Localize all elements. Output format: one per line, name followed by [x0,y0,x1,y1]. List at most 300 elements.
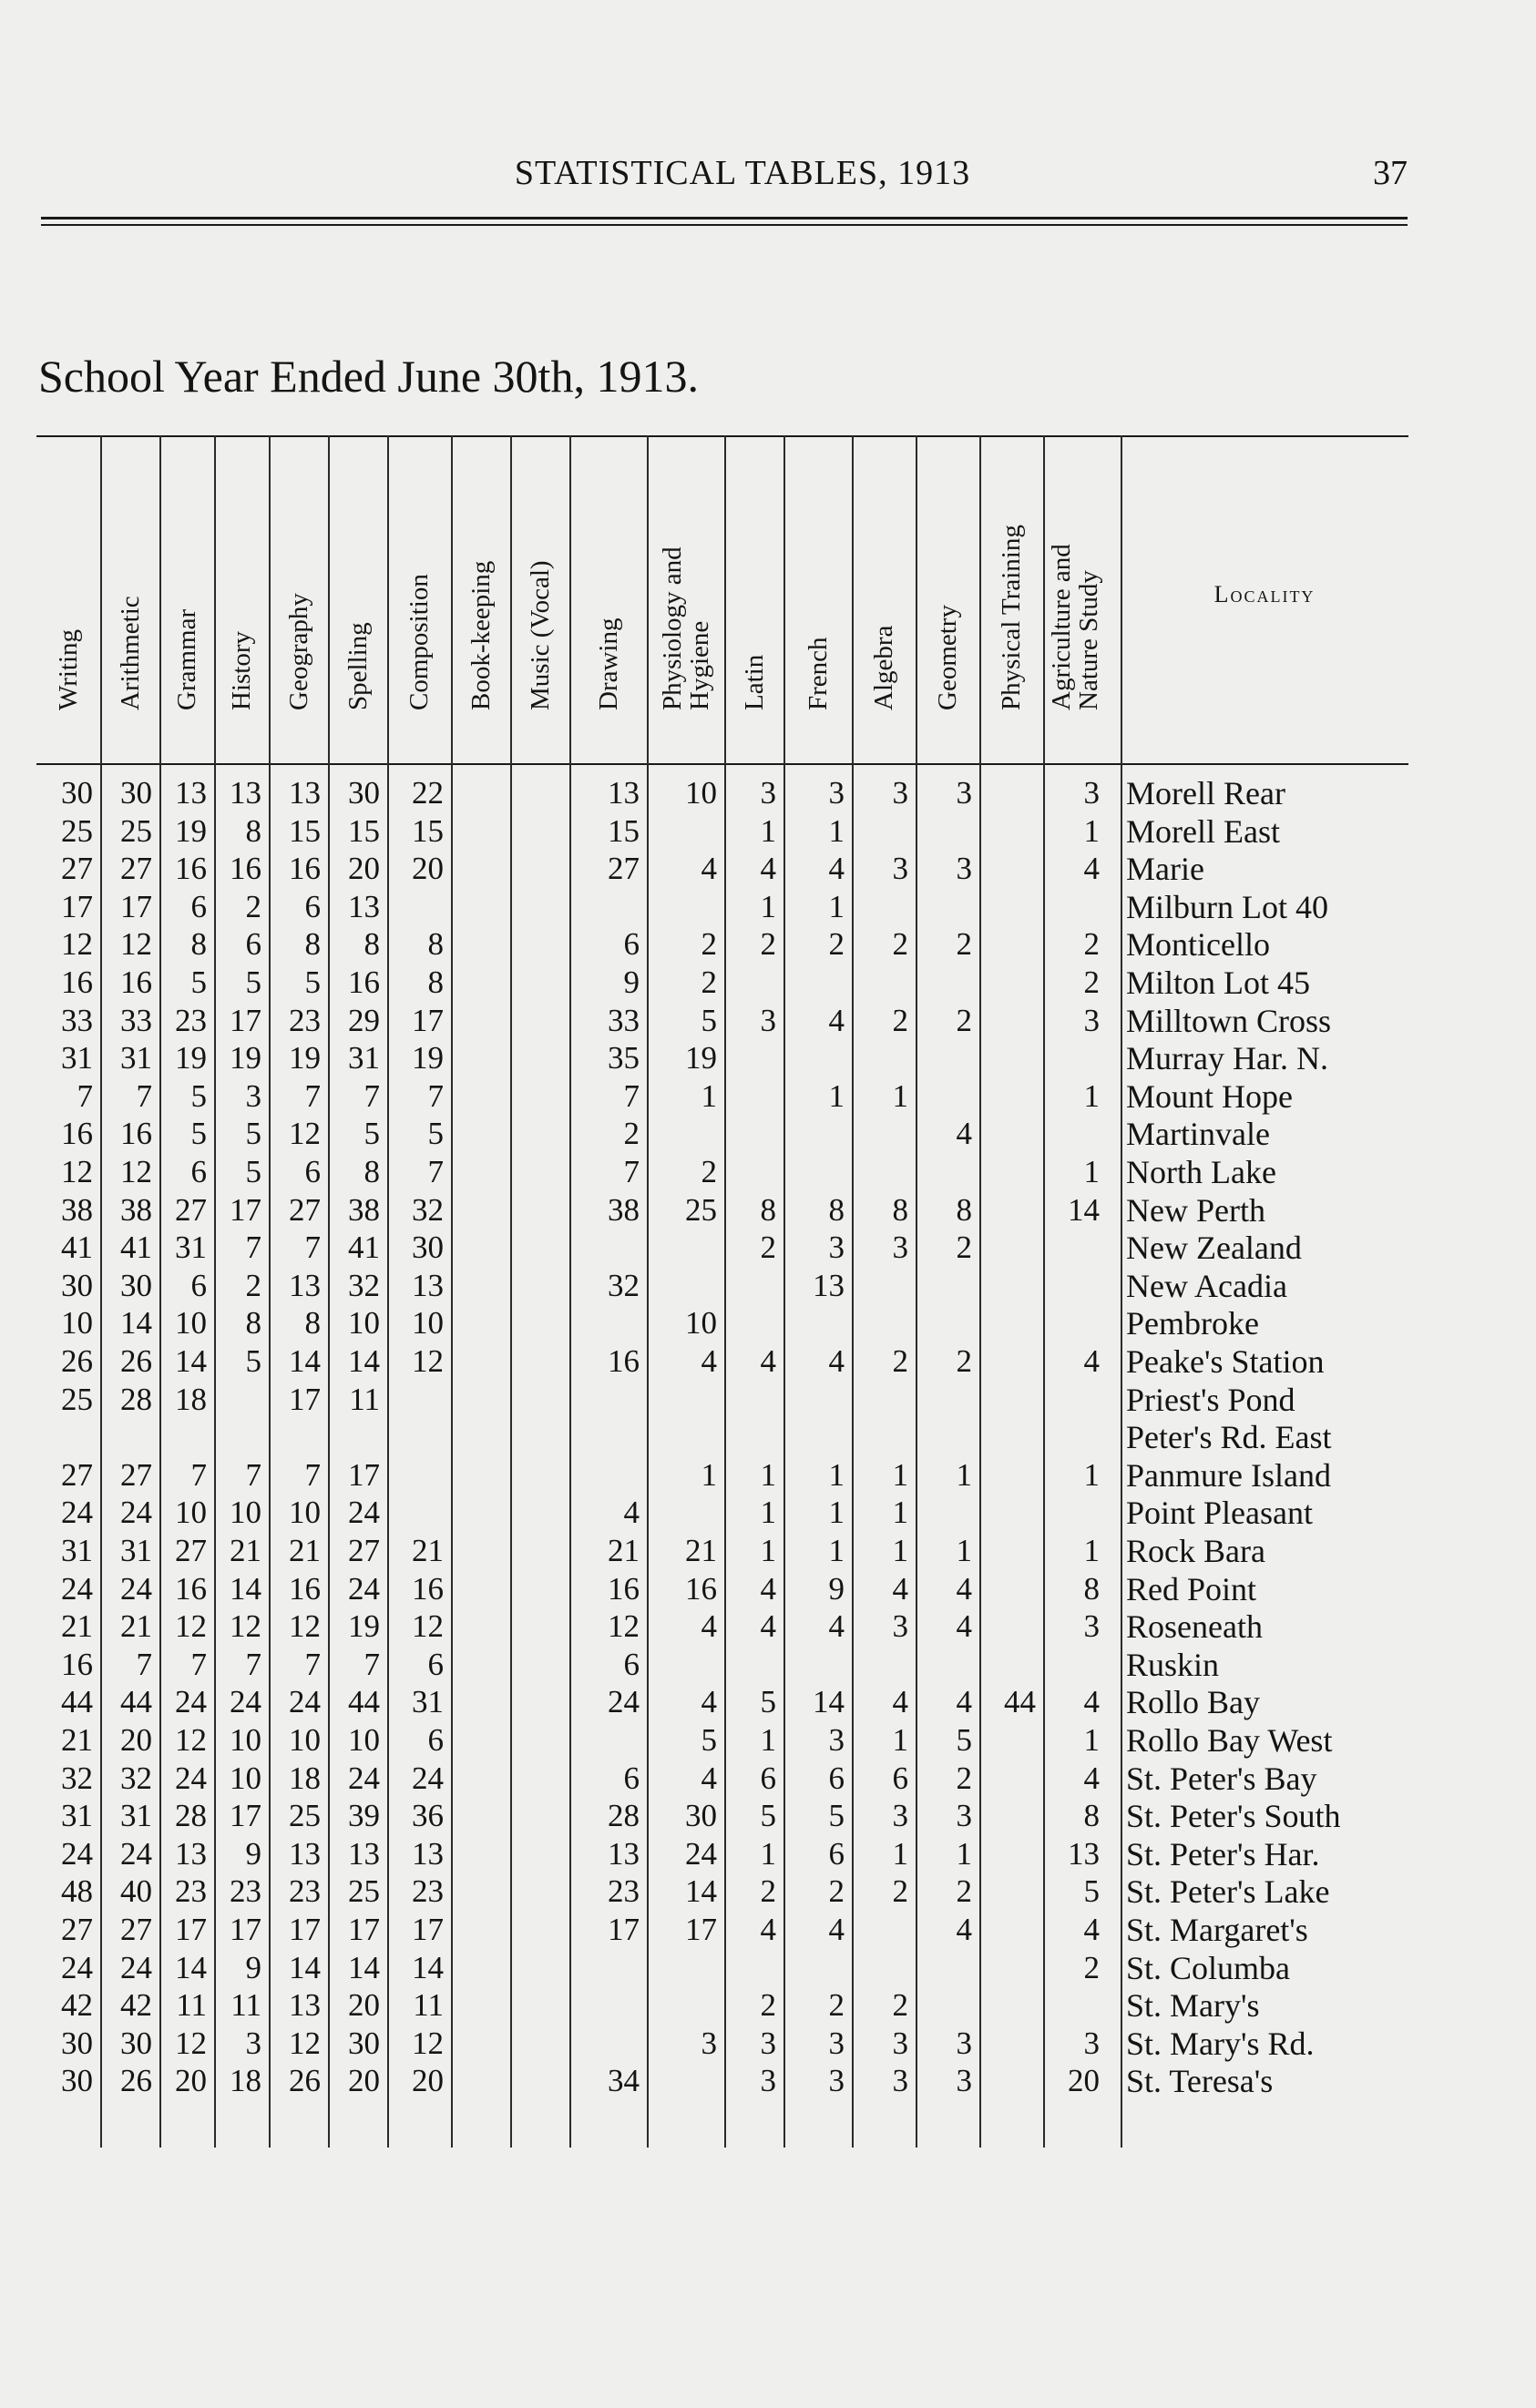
cell-locality: Pembroke [1126,1305,1259,1342]
cell-writing: 24 [61,1570,93,1607]
cell-locality: St. Mary's [1126,1987,1260,2025]
cell-writing: 44 [61,1684,93,1720]
cell-physiology [647,2062,717,2100]
cell-locality: Point Pleasant [1126,1495,1313,1532]
cell-composition [387,1456,444,1495]
cell-french: 4 [828,1343,845,1379]
cell-algebra: 2 [892,1873,908,1910]
cell-writing: 21 [61,1722,93,1758]
cell-writing: 30 [61,1267,93,1303]
cell-geography: 16 [289,851,321,887]
cell-spelling: 10 [348,1722,380,1758]
cell-geography: 21 [289,1533,321,1568]
cell-geometry: 1 [956,1533,972,1568]
cell-algebra [852,1646,908,1684]
cell-french: 3 [828,2063,845,2099]
cell-physiology: 25 [685,1191,717,1228]
cell-algebra: 3 [892,1798,908,1834]
cell-latin: 4 [760,1912,776,1947]
cell-latin [724,1115,776,1153]
cell-locality: Rollo Bay [1126,1684,1261,1721]
cell-latin [724,1267,776,1305]
cell-algebra [852,1304,908,1342]
cell-spelling: 27 [348,1533,380,1568]
cell-grammar [159,1418,207,1456]
cell-algebra [852,888,908,926]
table-row [36,1267,1408,1305]
cell-agriculture: 1 [1083,1456,1100,1493]
cell-physiology: 19 [685,1040,717,1076]
cell-history: 24 [230,1684,261,1720]
cell-bookkeeping [451,1115,503,1153]
cell-physical [979,1191,1036,1230]
cell-composition: 14 [412,1949,444,1985]
cell-arithmetic: 7 [136,1077,152,1114]
cell-french: 1 [828,1077,845,1114]
cell-geography: 8 [304,1305,321,1342]
cell-geometry: 2 [956,1873,972,1910]
cell-spelling: 30 [348,775,380,811]
cell-arithmetic: 21 [120,1608,152,1645]
cell-history: 23 [230,1873,261,1910]
cell-physical [979,774,1036,812]
cell-agriculture: 4 [1083,1760,1100,1796]
cell-latin: 3 [760,2063,776,2099]
cell-latin [724,964,776,1002]
cell-writing: 33 [61,1002,93,1038]
cell-writing: 16 [61,1116,93,1152]
cell-composition: 8 [427,964,444,1000]
cell-drawing: 17 [608,1912,640,1947]
cell-composition [387,888,444,926]
cell-bookkeeping [451,1570,503,1608]
column-header-label: Physical Training [997,525,1026,710]
cell-latin: 1 [760,1456,776,1493]
cell-arithmetic: 24 [120,1835,152,1872]
table-row [36,1721,1408,1760]
cell-arithmetic: 26 [120,1343,152,1379]
cell-bookkeeping [451,1721,503,1760]
cell-music [510,1721,562,1760]
cell-french: 1 [828,888,845,924]
cell-agriculture: 20 [1068,2063,1100,2099]
column-header-label: Book-keeping [466,560,496,710]
cell-bookkeeping [451,1835,503,1873]
cell-bookkeeping [451,1532,503,1570]
cell-geography: 14 [289,1949,321,1985]
cell-history: 10 [230,1760,261,1796]
cell-physiology: 3 [701,2025,717,2061]
cell-grammar: 28 [175,1798,207,1834]
table-row [36,1153,1408,1191]
cell-spelling: 38 [348,1191,380,1228]
cell-history: 14 [230,1570,261,1607]
cell-composition: 7 [427,1154,444,1189]
cell-music [510,812,562,851]
cell-music [510,1267,562,1305]
table-row [36,1456,1408,1495]
cell-locality: St. Margaret's [1126,1912,1308,1948]
cell-geometry [916,1949,972,1987]
cell-bookkeeping [451,1304,503,1342]
cell-locality: Peter's Rd. East [1126,1419,1332,1456]
column-header-composition [387,454,451,738]
cell-arithmetic: 7 [136,1646,152,1682]
cell-geography: 5 [304,964,321,1000]
cell-physiology: 10 [685,775,717,811]
cell-arithmetic: 40 [120,1873,152,1910]
cell-composition: 12 [412,2025,444,2061]
cell-history: 5 [245,1343,261,1379]
cell-french: 14 [813,1684,845,1720]
table-row [36,1797,1408,1835]
cell-arithmetic: 26 [120,2063,152,2099]
cell-algebra: 2 [892,1343,908,1379]
cell-writing: 10 [61,1305,93,1342]
cell-algebra [852,1115,908,1153]
cell-history: 17 [230,1912,261,1947]
cell-drawing: 6 [623,1760,640,1796]
table-row [36,1986,1408,2025]
column-header-label: Composition [404,574,434,710]
cell-history: 19 [230,1040,261,1076]
cell-grammar: 19 [175,1040,207,1076]
cell-algebra [852,1911,908,1949]
column-header-geometry [916,454,979,738]
cell-writing: 24 [61,1495,93,1531]
table-row [36,1949,1408,1987]
table-subtitle: School Year Ended June 30th, 1913. [38,351,699,402]
cell-physiology: 4 [701,1343,717,1379]
cell-grammar: 23 [175,1873,207,1910]
cell-writing: 31 [61,1533,93,1568]
cell-french: 4 [828,1608,845,1645]
cell-geometry: 2 [956,1002,972,1038]
cell-latin: 2 [760,1873,776,1910]
cell-bookkeeping [451,1153,503,1191]
cell-locality: New Perth [1126,1191,1265,1229]
cell-geometry [916,1077,972,1116]
cell-algebra: 3 [892,1230,908,1266]
cell-physical [979,1153,1036,1191]
cell-geometry: 3 [956,851,972,887]
cell-composition: 20 [412,2063,444,2099]
cell-geometry: 5 [956,1722,972,1758]
cell-history: 5 [245,1154,261,1189]
column-header-drawing [569,454,647,738]
cell-algebra: 4 [892,1684,908,1720]
cell-agriculture: 2 [1083,926,1100,963]
column-header-label: Grammar [172,608,201,710]
cell-geometry [916,1418,972,1456]
cell-spelling [328,1418,380,1456]
cell-spelling: 17 [348,1456,380,1493]
cell-history: 3 [245,2025,261,2061]
cell-physical [979,1039,1036,1077]
cell-bookkeeping [451,1646,503,1684]
cell-bookkeeping [451,1760,503,1798]
cell-french: 3 [828,1722,845,1758]
cell-grammar: 24 [175,1684,207,1720]
cell-french: 2 [828,926,845,963]
table-row [36,1683,1408,1721]
cell-composition: 17 [412,1002,444,1038]
cell-agriculture [1043,888,1100,926]
cell-bookkeeping [451,1607,503,1646]
cell-algebra: 1 [892,1722,908,1758]
cell-geography [269,1418,321,1456]
cell-geometry: 4 [956,1912,972,1947]
table-row [36,1077,1408,1116]
column-header-agriculture [1043,454,1107,738]
cell-french: 1 [828,1495,845,1531]
table-row [36,925,1408,964]
cell-algebra [852,1039,908,1077]
cell-drawing: 13 [608,1835,640,1872]
cell-french: 5 [828,1798,845,1834]
cell-arithmetic: 31 [120,1533,152,1568]
cell-algebra: 3 [892,775,908,811]
cell-writing [36,1418,93,1456]
cell-spelling: 14 [348,1949,380,1985]
cell-spelling: 24 [348,1760,380,1796]
table-row [36,2025,1408,2063]
cell-arithmetic: 44 [120,1684,152,1720]
cell-spelling: 20 [348,1987,380,2024]
cell-physical [979,1835,1036,1873]
cell-geometry: 2 [956,1343,972,1379]
cell-writing: 27 [61,1912,93,1947]
cell-agriculture: 3 [1083,775,1100,811]
table-row [36,1494,1408,1532]
cell-physiology: 1 [701,1456,717,1493]
cell-locality: Milltown Cross [1126,1002,1332,1039]
cell-physical [979,1532,1036,1570]
cell-composition: 31 [412,1684,444,1720]
cell-bookkeeping [451,2025,503,2063]
cell-spelling: 15 [348,812,380,849]
column-header-label: Physiology and [657,546,687,710]
cell-writing: 48 [61,1873,93,1910]
cell-arithmetic: 33 [120,1002,152,1038]
cell-composition: 8 [427,926,444,963]
cell-physical [979,1077,1036,1116]
cell-drawing: 7 [623,1154,640,1189]
cell-composition [387,1381,444,1419]
cell-drawing: 15 [608,812,640,849]
cell-latin: 8 [760,1191,776,1228]
cell-drawing [569,1721,640,1760]
cell-french: 3 [828,1230,845,1266]
cell-writing: 12 [61,926,93,963]
cell-grammar: 16 [175,1570,207,1607]
cell-arithmetic: 30 [120,2025,152,2061]
cell-french [783,1381,845,1419]
cell-grammar: 13 [175,775,207,811]
cell-drawing [569,1949,640,1987]
cell-physiology: 4 [701,1608,717,1645]
cell-geometry [916,1986,972,2025]
cell-arithmetic: 41 [120,1230,152,1266]
header-rule-bottom [41,224,1408,226]
cell-locality: Mount Hope [1126,1077,1293,1115]
cell-writing: 12 [61,1154,93,1189]
cell-arithmetic: 24 [120,1949,152,1985]
cell-spelling: 44 [348,1684,380,1720]
cell-bookkeeping [451,925,503,964]
cell-algebra: 4 [892,1570,908,1607]
table-header-rule [36,763,1408,765]
cell-composition [387,1494,444,1532]
cell-locality: Murray Har. N. [1126,1040,1328,1077]
cell-grammar: 10 [175,1305,207,1342]
cell-geometry: 3 [956,1798,972,1834]
cell-arithmetic: 20 [120,1722,152,1758]
cell-physiology: 4 [701,1684,717,1720]
cell-french: 13 [813,1267,845,1303]
cell-physical [979,1646,1036,1684]
cell-latin: 1 [760,812,776,849]
cell-history: 17 [230,1798,261,1834]
column-header-label: Music (Vocal) [525,560,555,710]
cell-agriculture [1043,1229,1100,1267]
cell-physical [979,850,1036,888]
cell-algebra: 8 [892,1191,908,1228]
cell-history: 17 [230,1002,261,1038]
column-header-grammar [159,454,214,738]
cell-drawing: 12 [608,1608,640,1645]
cell-spelling: 25 [348,1873,380,1910]
cell-physical [979,1797,1036,1835]
cell-bookkeeping [451,1039,503,1077]
cell-french [783,1418,845,1456]
cell-history: 7 [245,1456,261,1493]
cell-french [783,1949,845,1987]
cell-history: 8 [245,812,261,849]
cell-composition: 19 [412,1040,444,1076]
cell-spelling: 29 [348,1002,380,1038]
cell-physiology: 30 [685,1798,717,1834]
cell-latin [724,1418,776,1456]
cell-agriculture: 1 [1083,1533,1100,1568]
cell-drawing [569,1381,640,1419]
cell-geography: 12 [289,1116,321,1152]
cell-drawing: 16 [608,1343,640,1379]
cell-grammar: 31 [175,1230,207,1266]
cell-writing: 16 [61,1646,93,1682]
cell-agriculture: 5 [1083,1873,1100,1910]
cell-latin [724,1304,776,1342]
table-row [36,1911,1408,1949]
table-row [36,850,1408,888]
cell-physical [979,1115,1036,1153]
cell-grammar: 27 [175,1533,207,1568]
cell-geography: 8 [304,926,321,963]
cell-drawing [569,1456,640,1495]
cell-arithmetic: 31 [120,1798,152,1834]
cell-grammar: 5 [190,964,207,1000]
cell-latin: 1 [760,1533,776,1568]
cell-bookkeeping [451,1872,503,1911]
cell-spelling: 20 [348,2063,380,2099]
cell-bookkeeping [451,888,503,926]
cell-writing: 30 [61,775,93,811]
cell-algebra: 3 [892,851,908,887]
cell-geography: 27 [289,1191,321,1228]
cell-composition: 10 [412,1305,444,1342]
cell-locality: St. Mary's Rd. [1126,2025,1315,2062]
cell-algebra [852,812,908,851]
cell-drawing [569,2025,640,2063]
cell-composition: 22 [412,775,444,811]
cell-spelling: 7 [364,1077,380,1114]
page-header [41,153,1408,204]
statistics-table [36,435,1408,2148]
column-header-label: Geometry [933,605,962,710]
cell-grammar: 18 [175,1381,207,1417]
cell-spelling: 14 [348,1343,380,1379]
cell-spelling: 31 [348,1040,380,1076]
cell-agriculture [1043,1304,1100,1342]
locality-column-header: Locality [1213,581,1316,607]
cell-drawing: 33 [608,1002,640,1038]
cell-physical [979,1986,1036,2025]
cell-physical [979,888,1036,926]
cell-latin [724,1381,776,1419]
cell-music [510,1835,562,1873]
cell-music [510,1002,562,1040]
cell-physiology [647,812,717,851]
table-row [36,1646,1408,1684]
cell-latin: 1 [760,1835,776,1872]
cell-agriculture: 13 [1068,1835,1100,1872]
cell-spelling: 32 [348,1267,380,1303]
cell-locality: Red Point [1126,1570,1257,1607]
cell-physiology: 17 [685,1912,717,1947]
cell-drawing: 21 [608,1533,640,1568]
cell-locality: St. Peter's Lake [1126,1873,1330,1911]
cell-geography: 13 [289,1835,321,1872]
column-header-label: Algebra [869,625,898,710]
cell-music [510,1039,562,1077]
cell-algebra: 2 [892,1002,908,1038]
table-row [36,1304,1408,1342]
cell-latin [724,1153,776,1191]
cell-french [783,1039,845,1077]
cell-music [510,2025,562,2063]
cell-geometry: 2 [956,1230,972,1266]
cell-latin: 2 [760,1230,776,1266]
cell-arithmetic: 17 [120,888,152,924]
cell-locality: Morell East [1126,812,1280,850]
cell-physiology [647,1646,717,1684]
cell-bookkeeping [451,1494,503,1532]
table-row [36,1229,1408,1267]
cell-writing: 21 [61,1608,93,1645]
cell-spelling: 13 [348,888,380,924]
cell-arithmetic: 25 [120,812,152,849]
column-header-physical [979,454,1043,738]
column-header-label: Geography [283,593,313,710]
cell-music [510,1911,562,1949]
cell-spelling: 8 [364,926,380,963]
cell-music [510,2062,562,2100]
cell-writing: 42 [61,1987,93,2024]
header-rule-top [41,217,1408,219]
cell-physical [979,1494,1036,1532]
cell-geography: 23 [289,1873,321,1910]
cell-physical [979,1607,1036,1646]
